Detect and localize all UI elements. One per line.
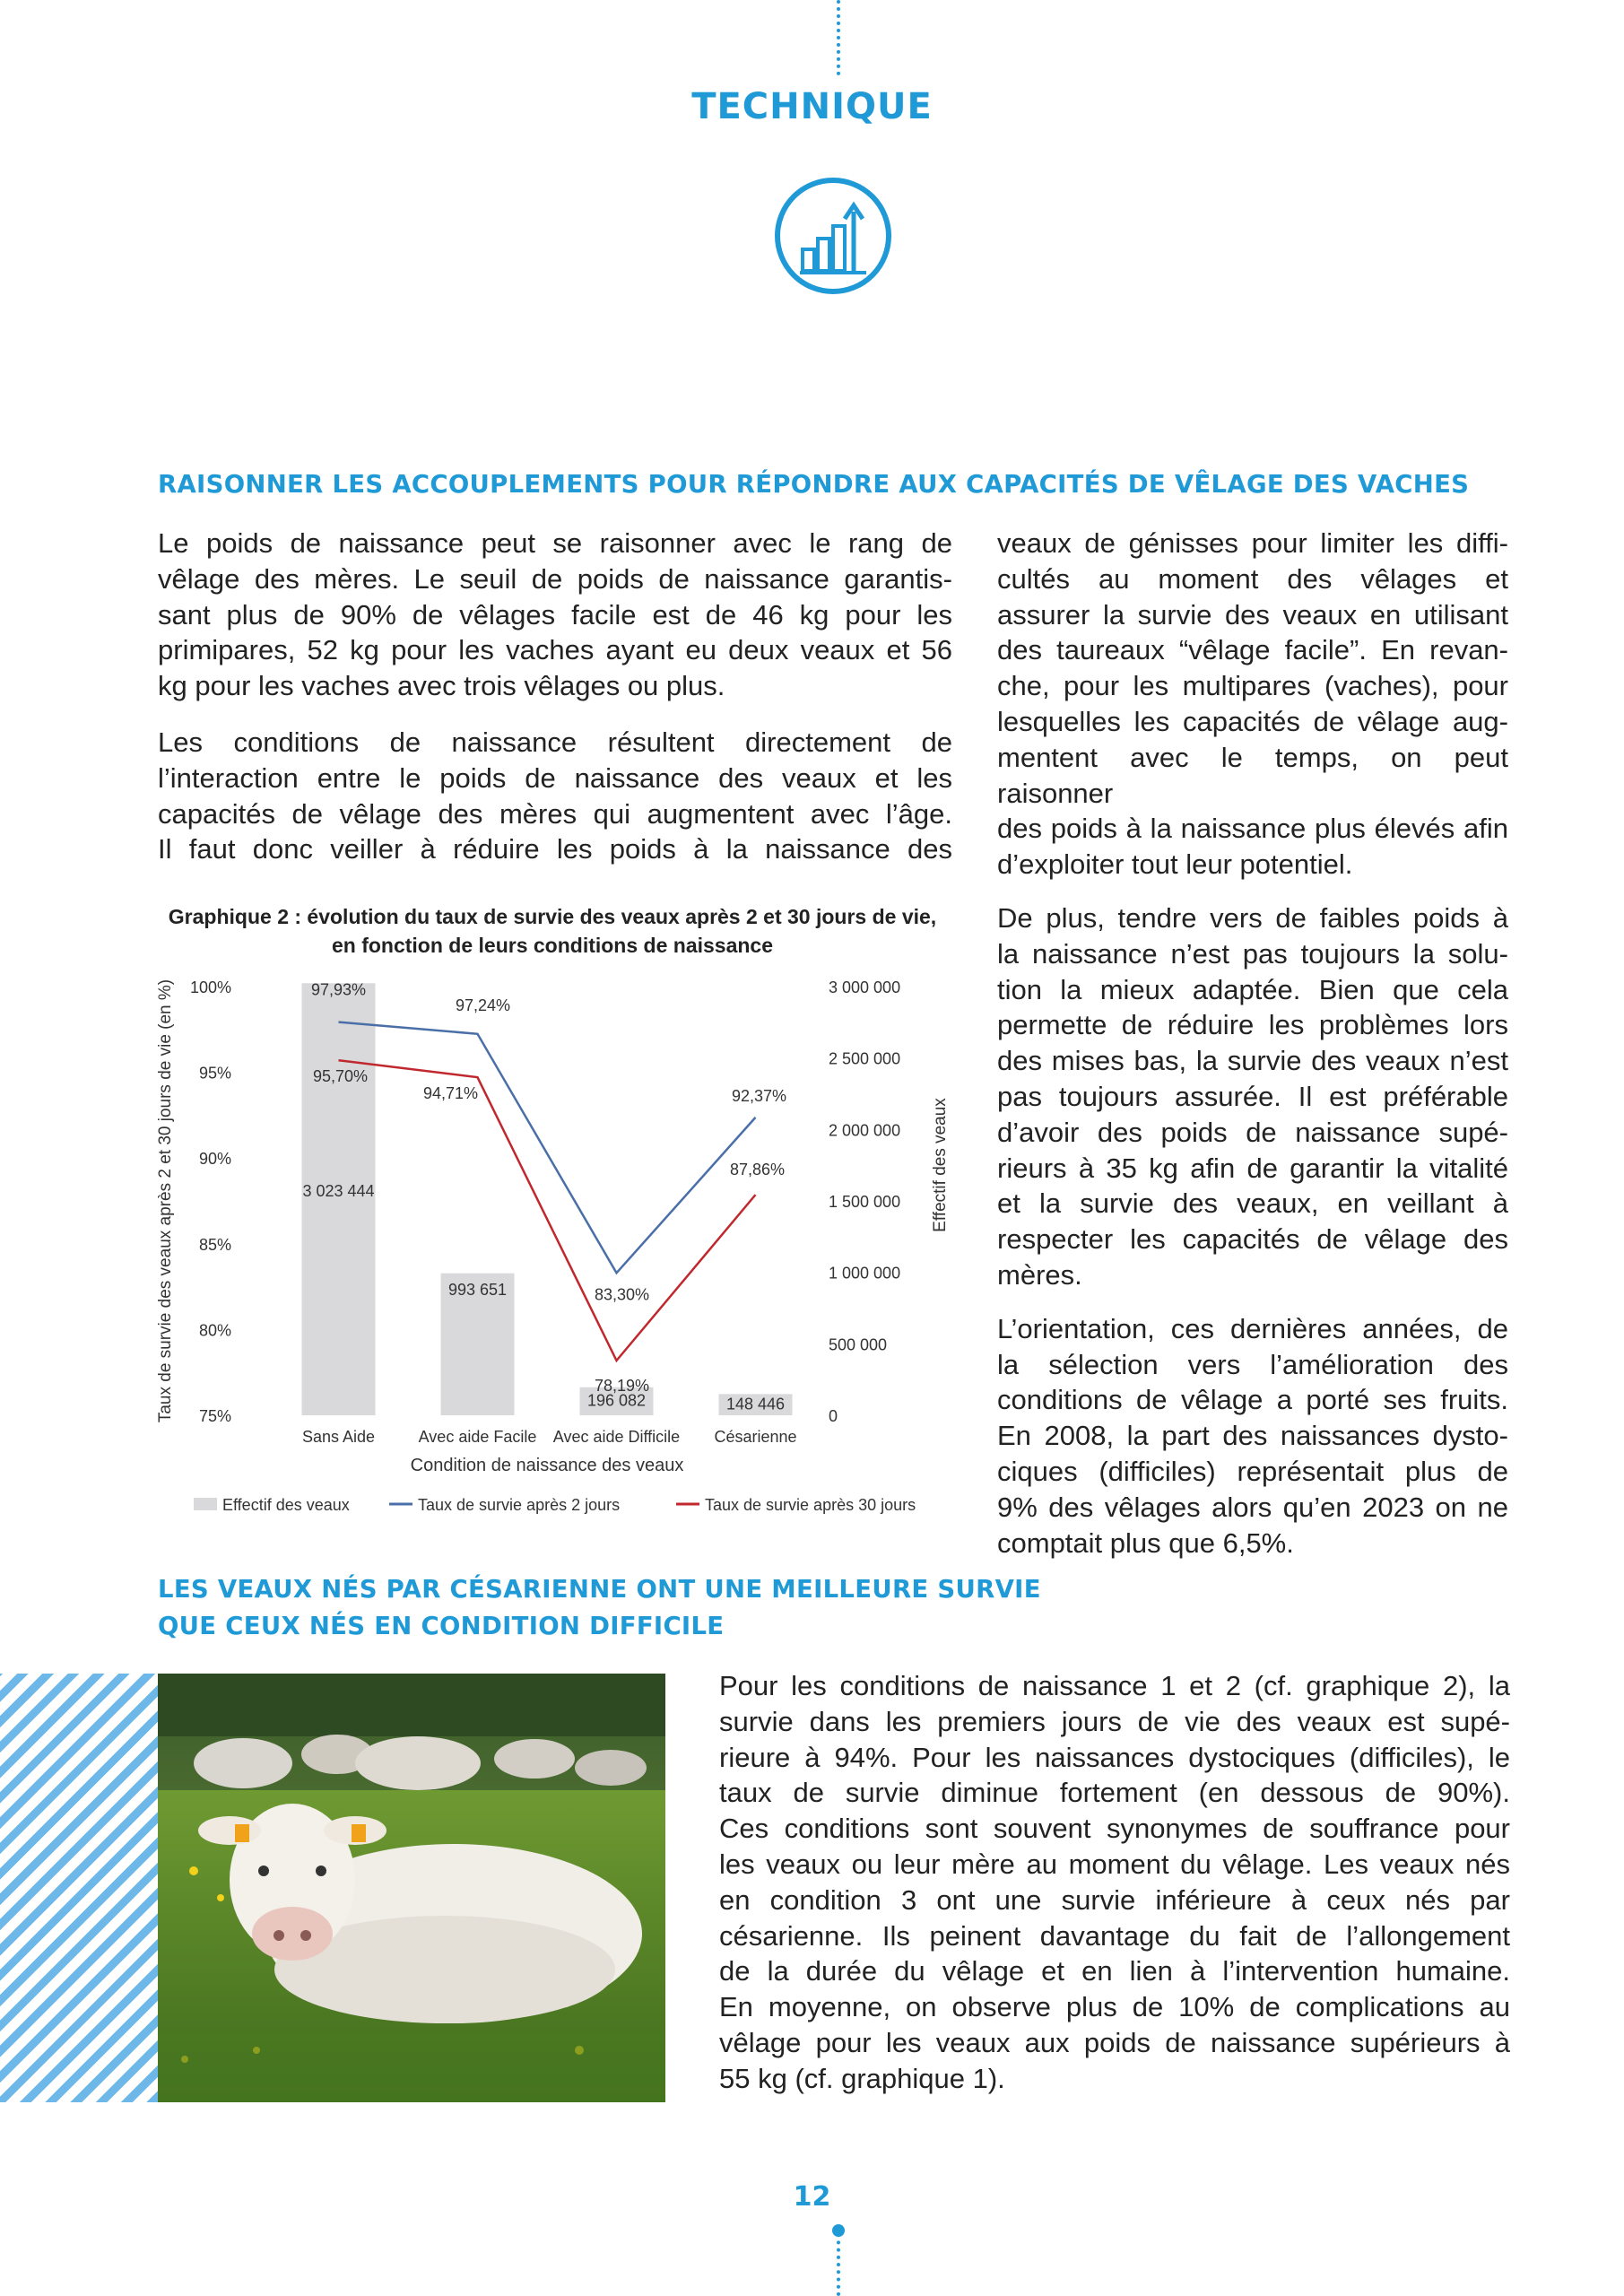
legend-label: Taux de survie après 2 jours: [418, 1496, 621, 1514]
x-tick-label: Sans Aide: [301, 1428, 376, 1446]
header-dotted-line: [837, 0, 840, 75]
text-line: des taureaux “vêlage facile”. En revan-: [997, 634, 1508, 666]
y2-tick-label: 0: [829, 1407, 838, 1425]
y2-tick-label: 2 500 000: [829, 1049, 901, 1068]
text-line: pas toujours assurée. Il est préférable: [997, 1080, 1508, 1112]
text-line: respecter les capacités de vêlage des: [997, 1223, 1508, 1256]
text-line: vêlage des mères. Le seuil de poids de naissance garantis-: [158, 562, 952, 595]
y2-tick-label: 1 500 000: [829, 1193, 901, 1211]
text-line: vêlage pour les veaux aux poids de naissance supérieurs à: [719, 2026, 1510, 2058]
section-heading: RAISONNER LES ACCOUPLEMENTS POUR RÉPONDRE AUX CAPACITÉS DE VÊLAGE DES VACHES: [158, 470, 1470, 499]
bar-value-label: 993 651: [447, 1281, 508, 1300]
data-label: 97,24%: [455, 996, 511, 1014]
data-label: 95,70%: [312, 1067, 369, 1086]
text-line: 55 kg (cf. graphique 1).: [719, 2062, 1005, 2094]
data-label: 87,86%: [729, 1161, 786, 1179]
text-line: tion la mieux adaptée. Bien que cela: [997, 973, 1508, 1005]
paragraph: [158, 725, 952, 867]
text-line: cultés au moment des vêlages et: [997, 562, 1508, 595]
data-label: 92,37%: [731, 1086, 787, 1105]
text-line: L’orientation, ces dernières années, de: [997, 1312, 1508, 1344]
y2-tick-label: 3 000 000: [829, 978, 901, 996]
text-line: Pour les conditions de naissance 1 et 2 (cf. graphique 2), la: [719, 1670, 1510, 1701]
y-tick-label: 90%: [198, 1150, 231, 1169]
text-line: sant plus de 90% de vêlages facile est de 46 kg pour les: [158, 598, 952, 631]
right-column-text: [997, 526, 1508, 1578]
text-line: césarienne. Ils peinent davantage du fait de l’allongement: [719, 1919, 1510, 1952]
page-number: 12: [793, 2181, 831, 2213]
text-line: en condition 3 ont une survie inférieure à ceux nés par: [719, 1883, 1510, 1916]
data-label: 78,19%: [594, 1377, 650, 1396]
bar-value-label: 196 082: [586, 1391, 647, 1410]
data-label: 94,71%: [422, 1084, 479, 1103]
text-line: des poids à la naissance plus élevés afin: [997, 813, 1508, 845]
text-line: la sélection vers l’amélioration des: [997, 1348, 1508, 1380]
survival-chart: [143, 969, 951, 1525]
paragraph: [997, 526, 1508, 883]
text-line: d’avoir des poids de naissance supé-: [997, 1116, 1508, 1148]
text-line: la naissance n’est pas toujours la solu-: [997, 937, 1508, 970]
growth-chart-arrow-icon: [773, 176, 893, 296]
text-line: comptait plus que 6,5%.: [997, 1526, 1294, 1559]
white-calf-in-meadow-photo: [158, 1674, 665, 2102]
paragraph: [997, 900, 1508, 1293]
heading-line: QUE CEUX NÉS EN CONDITION DIFFICILE: [158, 1612, 725, 1640]
text-line: conditions de vêlage a porté ses fruits.: [997, 1384, 1508, 1416]
y-tick-label: 80%: [198, 1321, 231, 1340]
chart-title: [158, 902, 947, 960]
text-line: En moyenne, on observe plus de 10% de complications au: [719, 1991, 1510, 2023]
left-column-text: [158, 526, 952, 867]
text-line: De plus, tendre vers de faibles poids à: [997, 901, 1508, 934]
y-tick-label: 100%: [189, 978, 231, 996]
y2-tick-label: 2 000 000: [829, 1121, 901, 1140]
text-line: mères.: [997, 1258, 1082, 1291]
section-title: TECHNIQUE: [691, 86, 933, 127]
chart-title-line: en fonction de leurs conditions de naissance: [331, 934, 774, 957]
text-line: survie dans les premiers jours de vie des veaux est supé-: [719, 1705, 1510, 1737]
x-tick-label: Avec aide Difficile: [552, 1428, 681, 1446]
text-line: Les conditions de naissance résultent directement de: [158, 726, 952, 758]
bar-value-label: 148 446: [725, 1395, 786, 1413]
text-line: kg pour les vaches avec trois vêlages ou plus.: [158, 670, 725, 702]
text-line: rieurs à 35 kg afin de garantir la vitalité: [997, 1152, 1508, 1184]
y-tick-label: 95%: [198, 1064, 231, 1083]
footer-dot: [832, 2224, 845, 2237]
text-line: taux de survie diminue fortement (en dessous de 90%).: [719, 1777, 1510, 1809]
legend-swatch: [194, 1498, 217, 1510]
text-line: capacités de vêlage des mères qui augmentent avec l’âge.: [158, 797, 952, 830]
x-axis-title: Condition de naissance des veaux: [410, 1456, 684, 1475]
text-line: mentent avec le temps, on peut raisonner: [997, 741, 1508, 809]
text-line: Il faut donc veiller à réduire les poids à la naissance des: [158, 833, 952, 865]
decorative-stripes: [0, 1674, 158, 2102]
text-line: che, pour les multipares (vaches), pour: [997, 670, 1508, 702]
paragraph: [997, 1311, 1508, 1561]
text-line: d’exploiter tout leur potentiel.: [997, 848, 1353, 881]
text-line: et la survie des veaux, en veillant à: [997, 1187, 1508, 1220]
series-line: [339, 1022, 756, 1274]
y-tick-label: 75%: [198, 1407, 231, 1425]
x-tick-label: Césarienne: [714, 1428, 797, 1446]
data-label: 83,30%: [594, 1285, 650, 1304]
text-line: 9% des vêlages alors qu’en 2023 on ne: [997, 1491, 1508, 1523]
paragraph: [719, 1668, 1510, 2097]
legend-label: Effectif des veaux: [222, 1496, 350, 1514]
text-line: rieure à 94%. Pour les naissances dystociques (difficiles), le: [719, 1741, 1510, 1773]
legend-label: Taux de survie après 30 jours: [705, 1496, 916, 1514]
series-line: [339, 1060, 756, 1361]
text-line: En 2008, la part des naissances dysto-: [997, 1420, 1508, 1452]
data-label: 97,93%: [310, 980, 367, 999]
paragraph: [158, 526, 952, 704]
x-tick-label: Avec aide Facile: [418, 1428, 537, 1446]
y-tick-label: 85%: [198, 1235, 231, 1254]
chart-title-line: Graphique 2 : évolution du taux de survie des veaux après 2 et 30 jours de vie,: [168, 905, 937, 928]
text-line: Ces conditions sont souvent synonymes de souffrance pour: [719, 1813, 1510, 1845]
section-heading: [158, 1571, 1324, 1645]
text-line: des mises bas, la survie des veaux n’est: [997, 1045, 1508, 1077]
y2-axis-title: Effectif des veaux: [931, 1098, 950, 1232]
bar-value-label: 3 023 444: [302, 1182, 375, 1201]
y2-tick-label: 1 000 000: [829, 1264, 901, 1283]
y-axis-title: Taux de survie des veaux après 2 et 30 jours de vie (en %): [156, 978, 175, 1423]
text-line: ciques (difficiles) représentait plus de: [997, 1455, 1508, 1487]
text-line: permette de réduire les problèmes lors: [997, 1009, 1508, 1041]
text-line: les veaux ou leur mère au moment du vêlage. Les veaux nés: [719, 1848, 1510, 1880]
y2-tick-label: 500 000: [829, 1335, 888, 1354]
text-line: lesquelles les capacités de vêlage aug-: [997, 705, 1508, 737]
text-line: Le poids de naissance peut se raisonner avec le rang de: [158, 527, 952, 559]
section2-text: [719, 1668, 1510, 2097]
text-line: l’interaction entre le poids de naissance des veaux et les: [158, 761, 952, 794]
text-line: veaux de génisses pour limiter les diffi-: [997, 527, 1508, 559]
text-line: de la durée du vêlage et en lien à l’intervention humaine.: [719, 1955, 1510, 1987]
text-line: primipares, 52 kg pour les vaches ayant eu deux veaux et 56: [158, 634, 952, 666]
text-line: assurer la survie des veaux en utilisant: [997, 598, 1508, 631]
heading-line: LES VEAUX NÉS PAR CÉSARIENNE ONT UNE MEILLEURE SURVIE: [158, 1575, 1041, 1604]
